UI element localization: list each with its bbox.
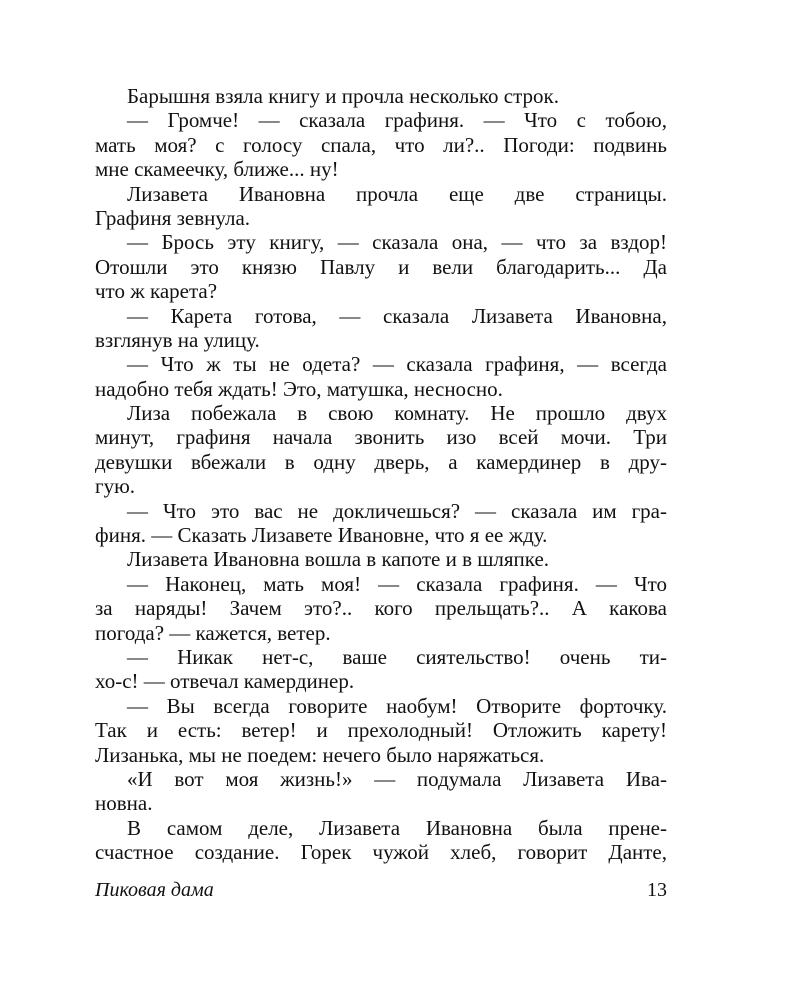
page-number: 13 — [647, 879, 667, 901]
text-line: Лиза побежала в свою комнату. Не прошло двух — [127, 401, 667, 426]
text-line: Отошли это князю Павлу и вели благодарить... Да — [95, 254, 667, 279]
text-line: счастное создание. Горек чужой хлеб, говорит Данте, — [95, 840, 667, 865]
text-line: — Наконец, мать моя! — сказала графиня. — Что — [127, 571, 667, 596]
text-line: хо-с! — отвечал камердинер. — [95, 669, 355, 694]
text-line: — Громче! — сказала графиня. — Что с тобою, — [127, 108, 667, 133]
text-line: мать моя? с голосу спала, что ли?.. Погоди: подвинь — [95, 132, 667, 157]
text-line: В самом деле, Лизавета Ивановна была прене- — [127, 815, 667, 840]
text-line: погода? — кажется, ветер. — [95, 620, 331, 645]
body-text — [95, 84, 667, 865]
text-line: минут, графиня начала звонить изо всей мочи. Три — [95, 425, 667, 450]
text-line: — Никак нет-с, ваше сиятельство! очень ти- — [127, 644, 667, 669]
text-line: — Что ж ты не одета? — сказала графиня, — всегда — [127, 352, 667, 377]
text-line: мне скамеечку, ближе... ну! — [95, 157, 339, 182]
text-line: Барышня взяла книгу и прочла несколько строк. — [127, 84, 559, 108]
text-line: — Брось эту книгу, — сказала она, — что за вздор! — [127, 230, 667, 255]
text-line: что ж карета? — [95, 279, 218, 304]
text-line: — Карета готова, — сказала Лизавета Ивановна, — [127, 303, 667, 328]
text-line: — Вы всегда говорите наобум! Отворите форточку. — [127, 693, 667, 718]
text-line: Так и есть: ветер! и прехолодный! Отложить карету! — [95, 718, 667, 743]
text-line: — Что это вас не докличешься? — сказала им гра- — [127, 498, 667, 523]
text-line: новна. — [95, 791, 153, 816]
text-line: Лизанька, мы не поедем: нечего было наряжаться. — [95, 742, 545, 767]
text-line: взглянув на улицу. — [95, 327, 260, 352]
text-line: за наряды! Зачем это?.. кого прельщать?.. А какова — [95, 596, 667, 621]
text-line: Лизавета Ивановна вошла в капоте и в шляпке. — [127, 547, 550, 572]
text-line: девушки вбежали в одну дверь, а камердинер в дру- — [95, 449, 667, 474]
text-line: «И вот моя жизнь!» — подумала Лизавета Ива- — [127, 766, 667, 791]
text-line: гую. — [95, 474, 136, 499]
running-footer-title: Пиковая дама — [95, 879, 214, 901]
text-line: надобно тебя ждать! Это, матушка, несносно. — [95, 376, 503, 401]
text-line: Графиня зевнула. — [95, 205, 251, 230]
text-line: финя. — Сказать Лизавете Ивановне, что я ее жду. — [95, 523, 548, 548]
text-line: Лизавета Ивановна прочла еще две страницы. — [127, 181, 667, 206]
